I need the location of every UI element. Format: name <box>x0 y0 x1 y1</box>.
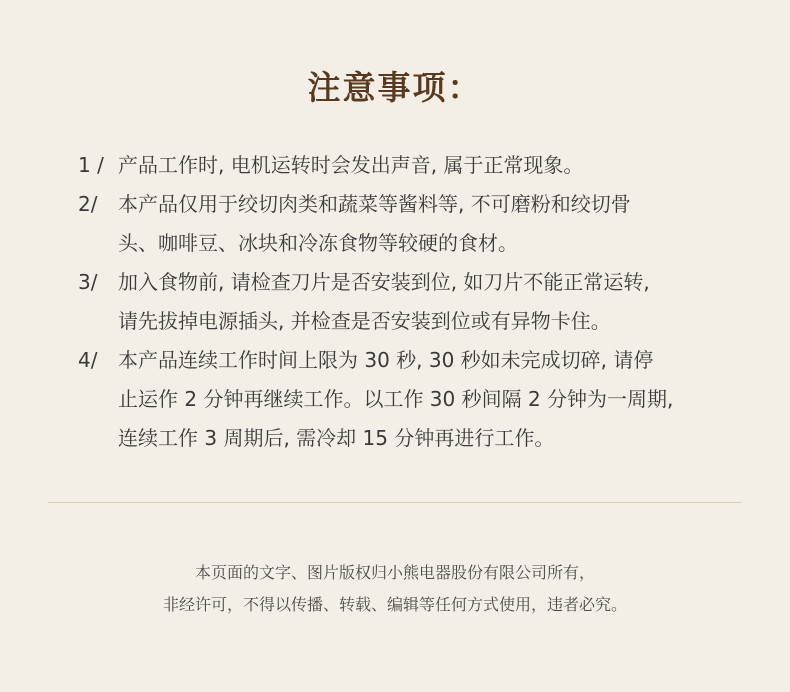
note-item-3 <box>78 263 758 341</box>
note-line: 加入食物前, 请检查刀片是否安装到位, 如刀片不能正常运转, <box>118 270 650 294</box>
note-line: 止运作 2 分钟再继续工作。以工作 30 秒间隔 2 分钟为一周期, <box>118 387 674 411</box>
notes-list <box>78 146 758 458</box>
note-text <box>118 146 758 185</box>
note-line: 请先拔掉电源插头, 并检查是否安装到位或有异物卡住。 <box>118 309 611 333</box>
note-number: 3/ <box>78 270 98 294</box>
note-text <box>118 185 758 263</box>
note-number: 4/ <box>78 348 98 372</box>
note-number: 1 / <box>78 153 104 177</box>
note-item-2 <box>78 185 758 263</box>
note-line: 连续工作 3 周期后, 需冷却 15 分钟再进行工作。 <box>118 426 555 450</box>
note-text <box>118 341 758 458</box>
copyright-notice <box>0 557 790 621</box>
note-line: 产品工作时, 电机运转时会发出声音, 属于正常现象。 <box>118 153 584 177</box>
note-line: 本产品连续工作时间上限为 30 秒, 30 秒如未完成切碎, 请停 <box>118 348 654 372</box>
note-number: 2/ <box>78 192 98 216</box>
copyright-line-1: 本页面的文字、图片版权归小熊电器股份有限公司所有， <box>194 563 595 582</box>
note-item-4 <box>78 341 758 458</box>
note-item-1 <box>78 146 758 185</box>
section-divider <box>48 502 742 503</box>
copyright-line-2: 非经许可，不得以传播、转载、编辑等任何方式使用，违者必究。 <box>162 595 627 614</box>
note-line: 本产品仅用于绞切肉类和蔬菜等酱料等, 不可磨粉和绞切骨 <box>118 192 631 216</box>
page-title: 注意事项： <box>307 68 483 107</box>
note-line: 头、咖啡豆、冰块和冷冻食物等较硬的食材。 <box>118 231 518 255</box>
note-text <box>118 263 758 341</box>
